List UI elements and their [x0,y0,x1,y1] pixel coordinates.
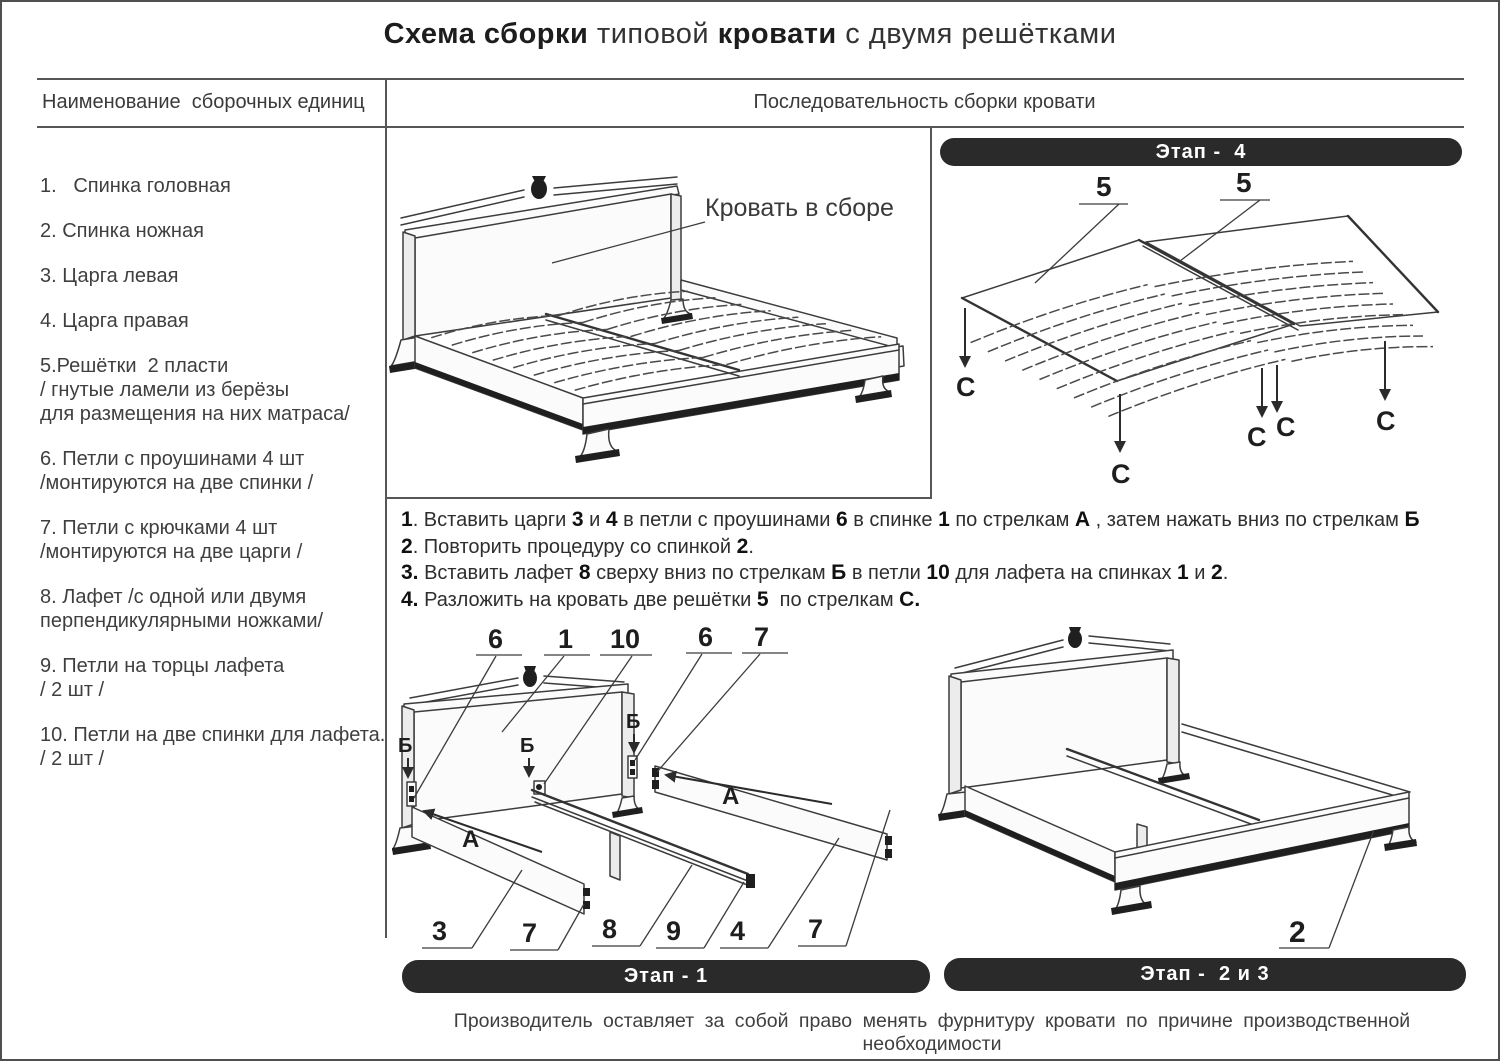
svg-text:С: С [1111,459,1131,489]
part-item: 3. Царга левая [40,265,179,287]
callout-footboard: 2 [1289,916,1306,949]
part-item: 7. Петли с крючками 4 шт /монтируются на две царги / [40,517,303,563]
manufacturer-note: Производитель оставляет за собой право менять фурнитуру кровати по причине производственной необходимости [453,1010,1411,1055]
svg-text:10: 10 [610,624,641,654]
svg-text:С: С [956,372,976,402]
svg-text:7: 7 [754,622,770,652]
stage-2-3-diagram [937,620,1467,954]
table-top-rule [37,78,1464,80]
svg-text:6: 6 [488,624,504,654]
grate-right-slats [1155,261,1433,361]
assembled-bed-label: Кровать в сборе [705,194,894,222]
stage-4-diagram [932,168,1499,498]
svg-text:4: 4 [730,916,746,946]
direction-arrows-c [956,308,1396,489]
svg-text:С: С [1376,406,1396,436]
instruction-line: 1. Вставить царги 3 и 4 в петли с проушинами 6 в спинке 1 по стрелкам А , затем нажать вниз по стрелкам Б [401,508,1420,531]
headboard-ornament-icon [1068,627,1082,648]
stage-4-banner: Этап - 4 [940,138,1462,166]
part-item: 5.Решётки 2 пласти / гнутые ламели из берёзы для размещения на них матраса/ [40,355,350,425]
svg-text:1: 1 [558,624,574,654]
svg-text:7: 7 [808,914,824,944]
part-item: 8. Лафет /с одной или двумя перпендикулярными ножками/ [40,586,324,632]
part-item: 4. Царга правая [40,310,189,332]
instruction-line: 4. Разложить на кровать две решётки 5 по стрелкам С. [401,587,921,611]
svg-text:Б: Б [626,711,641,733]
page-title: Схема сборки типовой кровати с двумя решётками [383,18,1117,50]
side-rail-left [412,807,584,914]
part-item: 2. Спинка ножная [40,220,204,242]
stage-1-diagram [392,622,932,958]
grate-left-slats [971,285,1286,417]
callout-grate-left: 5 [1096,171,1112,202]
headboard-panel [415,194,671,336]
arrow-a-label: А [462,826,480,853]
svg-text:3: 3 [432,916,448,946]
right-column-header: Последовательность сборки кровати [753,91,1096,113]
part-item: 1. Спинка головная [40,175,231,197]
svg-text:7: 7 [522,918,538,948]
svg-text:Б: Б [520,735,535,757]
lafet-leg [610,832,620,880]
svg-text:9: 9 [666,916,682,946]
assembled-bed-box [387,128,932,499]
stage-2-3-banner: Этап - 2 и 3 [944,958,1466,991]
headboard-ornament-icon [531,176,547,199]
svg-text:Б: Б [398,735,413,757]
assembly-instructions [401,507,1473,613]
part-item: 9. Петли на торцы лафета / 2 шт / [40,655,285,701]
svg-text:С: С [1276,412,1296,442]
parts-list [40,174,386,792]
stage-1-banner: Этап - 1 [402,960,930,993]
svg-text:С: С [1247,422,1267,452]
svg-text:8: 8 [602,914,618,944]
instruction-line: 3. Вставить лафет 8 сверху вниз по стрелкам Б в петли 10 для лафета на спинках 1 и 2. [401,561,1229,584]
part-item: 6. Петли с проушинами 4 шт /монтируются на две спинки / [40,448,314,494]
arrow-a-label: А [722,783,740,810]
callout-grate-right: 5 [1236,168,1252,198]
left-column-header: Наименование сборочных единиц [42,91,365,113]
part-item: 10. Петли на две спинки для лафета. / 2 шт / [40,724,386,770]
stage-4-section [932,128,1499,499]
svg-text:6: 6 [698,622,714,652]
headboard-ornament-icon [523,666,537,687]
assembled-bed-diagram [387,128,930,497]
instruction-line: 2. Повторить процедуру со спинкой 2. [401,534,754,558]
